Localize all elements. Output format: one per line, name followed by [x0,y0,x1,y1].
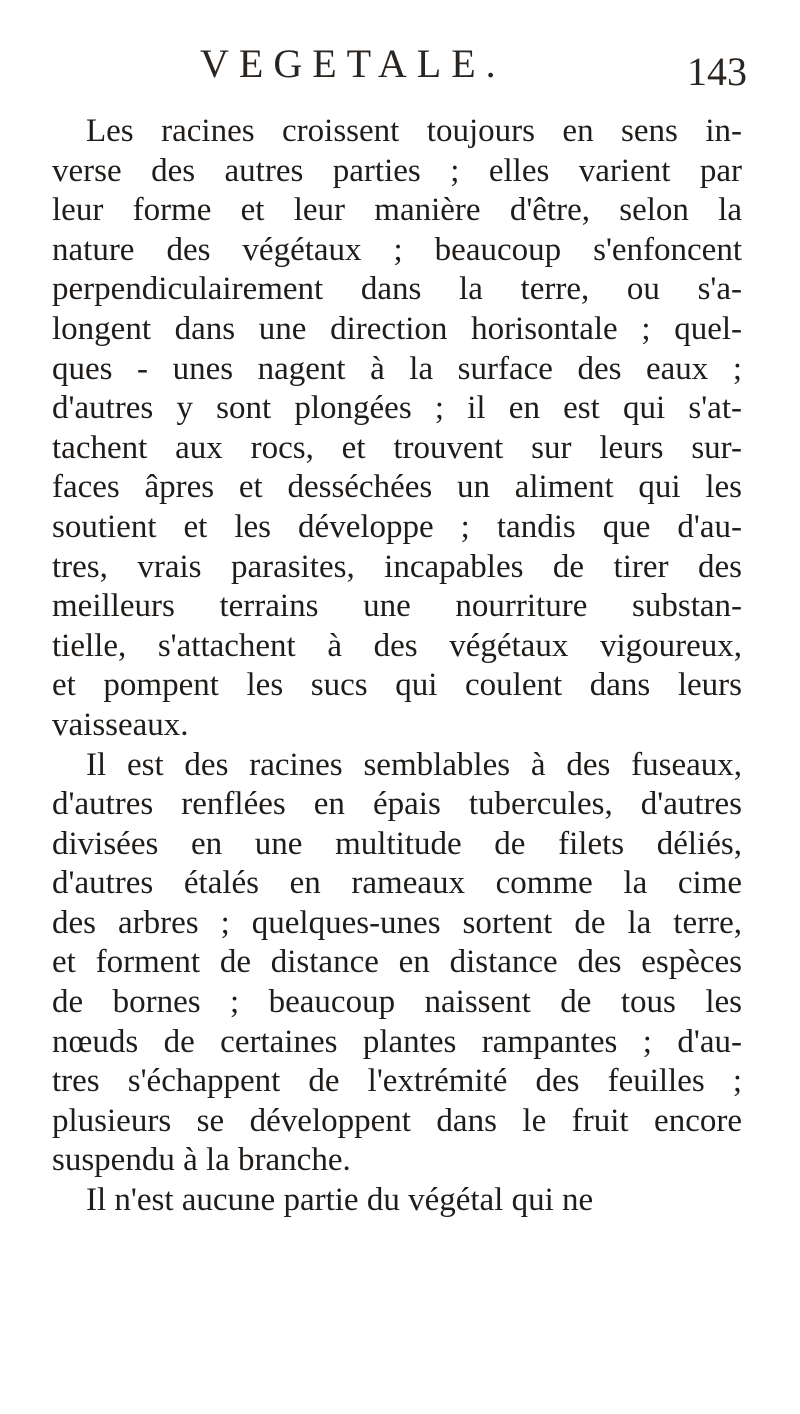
text-line: tachent aux rocs, et trouvent sur leurs sur- [52,429,742,466]
text-line: tres s'échappent de l'extrémité des feuilles ; [52,1063,742,1100]
text-line: Il n'est aucune partie du végétal qui ne [86,1182,594,1219]
text-line: ques - unes nagent à la surface des eaux ; [52,350,742,387]
text-line: de bornes ; beaucoup naissent de tous les [52,984,742,1021]
text-line: plusieurs se développent dans le fruit encore [52,1102,742,1139]
text-line: meilleurs terrains une nourriture substan- [52,588,742,625]
text-line: vaisseaux. [52,706,189,743]
text-line: et pompent les sucs qui coulent dans leurs [52,667,742,704]
text-line: suspendu à la branche. [52,1142,351,1179]
text-line: tielle, s'attachent à des végétaux vigoureux, [52,627,742,664]
page-number: 143 [687,49,747,94]
text-line: nature des végétaux ; beaucoup s'enfoncent [52,231,742,268]
text-line: d'autres étalés en rameaux comme la cime [52,865,742,902]
text-line: divisées en une multitude de filets déliés, [52,825,742,862]
text-line: soutient et les développe ; tandis que d'au- [52,508,742,545]
text-line: tres, vrais parasites, incapables de tirer des [52,548,742,585]
text-line: perpendiculairement dans la terre, ou s'a- [52,271,742,308]
running-title: VEGETALE. [200,41,506,86]
text-line: verse des autres parties ; elles varient par [52,152,742,189]
text-line: et forment de distance en distance des espèces [52,944,742,981]
body-text [52,112,742,1221]
text-line: longent dans une direction horisontale ; quel- [52,310,742,347]
text-line: d'autres y sont plongées ; il en est qui s'at- [52,390,742,427]
text-line: d'autres renflées en épais tubercules, d'autres [52,786,742,823]
text-line: des arbres ; quelques-unes sortent de la terre, [52,904,742,941]
text-line: Il est des racines semblables à des fuseaux, [86,746,742,783]
text-line: Les racines croissent toujours en sens in- [86,113,742,149]
text-line: nœuds de certaines plantes rampantes ; d'au- [52,1023,742,1060]
text-line: leur forme et leur manière d'être, selon la [52,192,742,229]
text-line: faces âpres et desséchées un aliment qui les [52,469,742,506]
page-header [0,36,800,96]
